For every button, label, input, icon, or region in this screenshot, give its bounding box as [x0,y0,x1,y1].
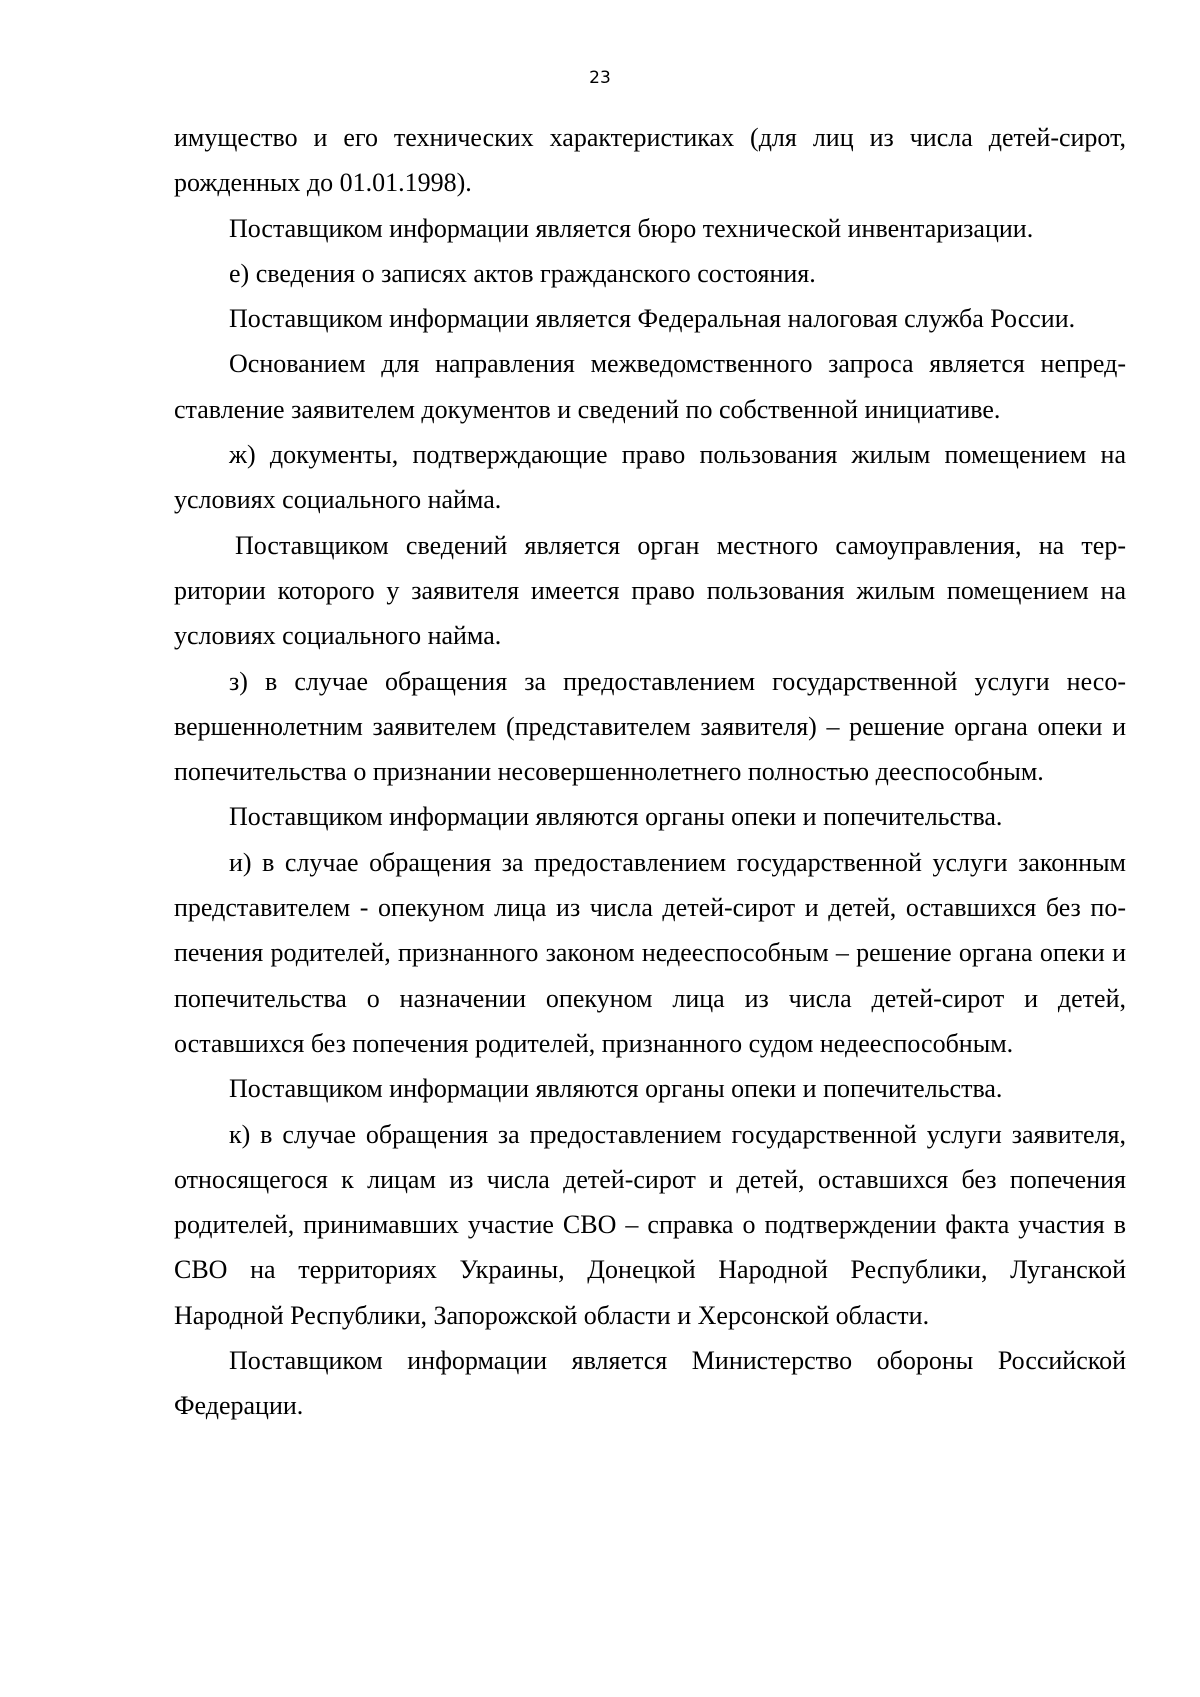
paragraph-provider-guardianship-1: Поставщиком информации являются органы опеки и попечительства. [229,802,1003,832]
paragraph-provider-guardianship-2: Поставщиком информации являются органы опеки и попечительства. [229,1074,1003,1104]
paragraph-provider-tax-service: Поставщиком информации является Федеральная налоговая служба России. [229,304,1076,334]
paragraph-provider-ministry-of-defence: Поставщиком информации является Министерство обороны Российской Федерации. [174,1346,1126,1421]
paragraph-provider-local-government: Поставщиком сведений является орган местного самоуправления, на территории которого у заявителя имеется право пользования жилым помещением на условиях социального найма. [174,530,1126,651]
paragraph-property-characteristics: имущество и его технических характеристиках (для лиц из числа детей-сирот, рожденных до 01.01.1998). [174,123,1126,198]
paragraph-item-zh-housing-documents: ж) документы, подтверждающие право пользования жилым помещением на условиях социального найма. [174,440,1126,515]
paragraph-request-basis: Основанием для направления межведомственного запроса является непредставление заявителем документов и сведений по собственной инициативе. [174,349,1126,424]
paragraph-item-z-minor-applicant: з) в случае обращения за предоставлением государственной услуги несовершеннолетним заявителем (представителем заявителя) – решение органа опеки и попечительства о признании несовершеннолетнего полностью дееспособным. [174,666,1126,787]
document-body [174,115,1126,1429]
paragraph-item-k-svo-participants: к) в случае обращения за предоставлением государственной услуги заявителя, относящегося к лицам из числа детей-сирот и детей, оставшихся без попечения родителей, принимавших участие СВО – справка о подтверждении факта участия в СВО на территориях Украины, Донецкой Народной Республики, Луганской Народной Республики, Запорожской области и Херсонской области. [174,1119,1126,1330]
paragraph-item-i-legal-representative: и) в случае обращения за предоставлением государственной услуги законным представителем - опекуном лица из числа детей-сирот и детей, оставшихся без попечения родителей, признанного законом недееспособным – решение органа опеки и попечительства о назначении опекуном лица из числа детей-сирот и детей, оставшихся без попечения родителей, признанного судом недееспособным. [174,847,1126,1058]
page-number: 23 [589,68,611,88]
paragraph-provider-bti: Поставщиком информации является бюро технической инвентаризации. [229,213,1034,243]
paragraph-item-e-civil-records: е) сведения о записях актов гражданского состояния. [229,258,816,288]
